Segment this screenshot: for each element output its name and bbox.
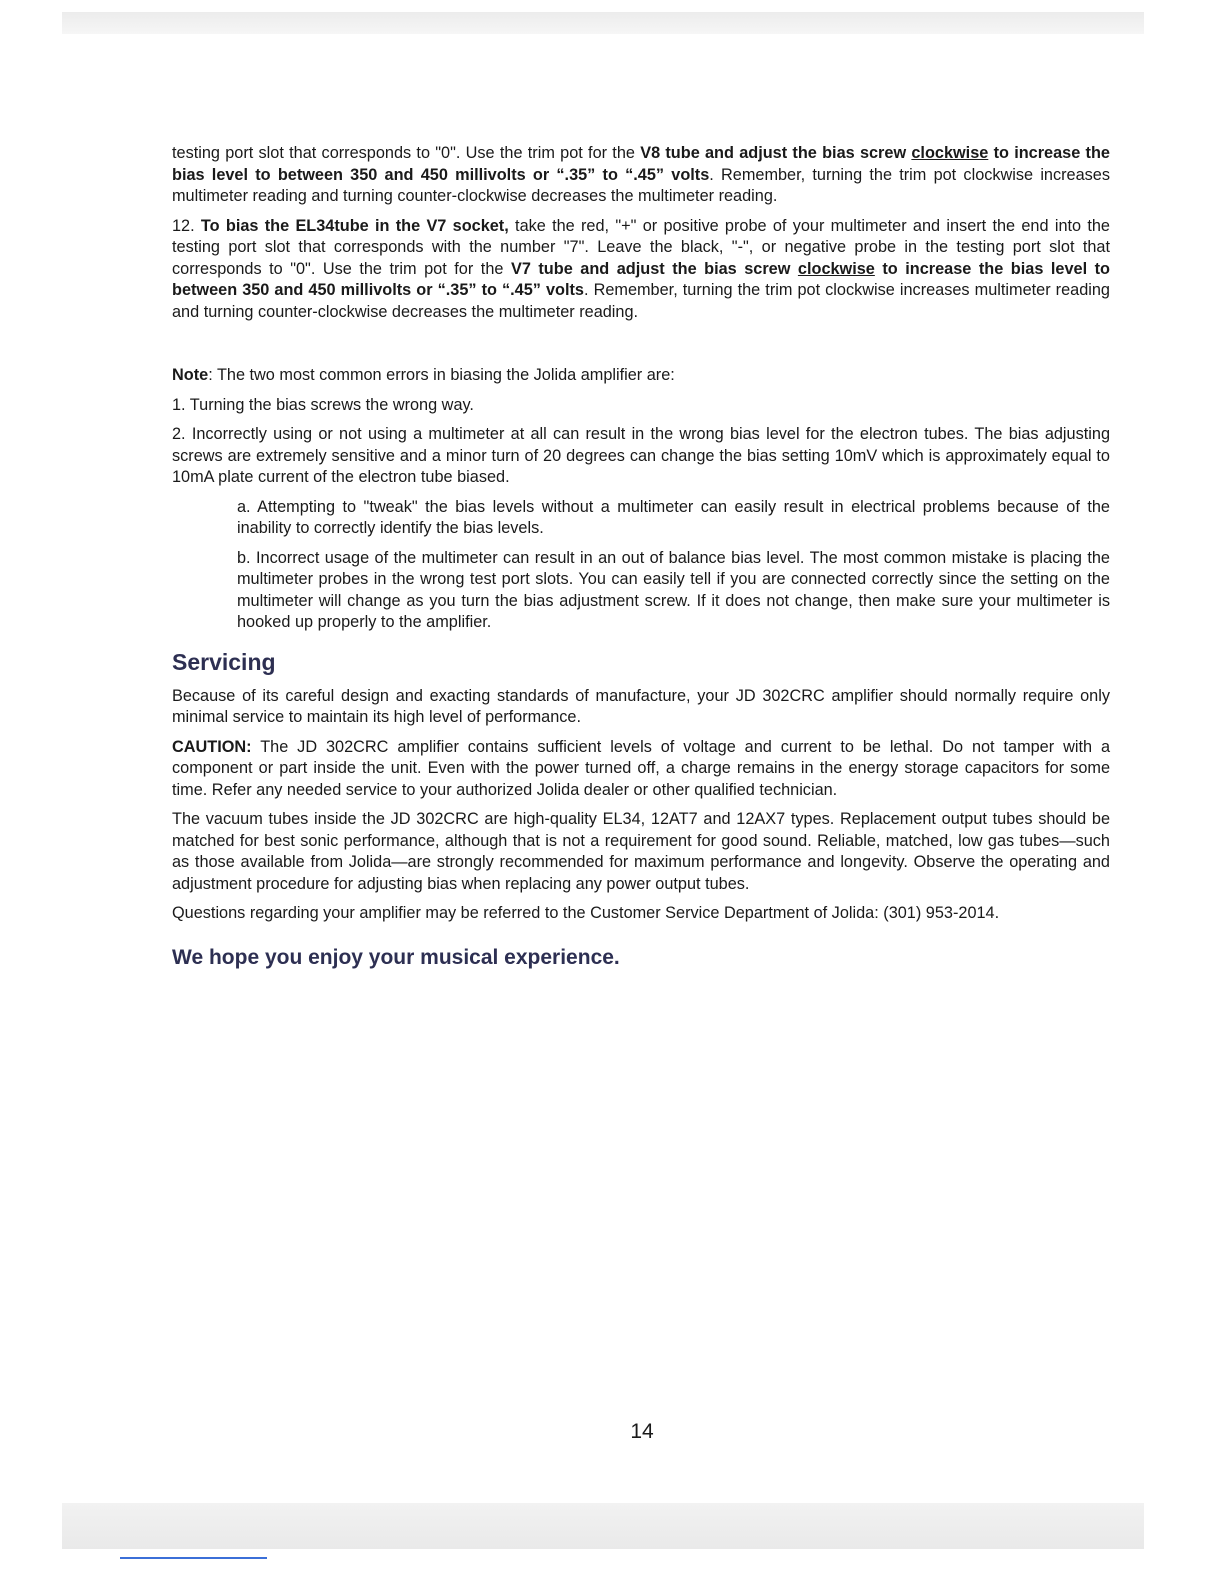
servicing-intro: Because of its careful design and exacting standards of manufacture, your JD 302CRC amplifier should normally require only minimal service to maintain its high level of performance. [172,686,1110,726]
note-sub-b: b. Incorrect usage of the multimeter can result in an out of balance bias level. The most common mistake is placing the multimeter probes in the wrong test port slots. You can easily tell if you are connected correctly since the setting on the multimeter will change as you turn the bias adjustment screw. If it does not change, then make sure your multimeter is hooked up properly to the amplifier. [237,548,1110,631]
servicing-heading: Servicing [172,648,276,675]
scan-band-bottom [62,1503,1144,1549]
closing-line: We hope you enjoy your musical experience. [172,945,620,969]
customer-service-paragraph: Questions regarding your amplifier may be referred to the Customer Service Department of Jolida: (301) 953-2014. [172,904,1000,922]
step-11-continuation: testing port slot that corresponds to "0". Use the trim pot for the V8 tube and adjust the bias screw clockwise to increase the bias level to between 350 and 450 millivolts or “.35” to “.45” volts. Remember, turning the trim pot clockwise increases multimeter reading and turning counter-clockwise decreases the multimeter reading. [172,144,1110,205]
vacuum-tubes-paragraph: The vacuum tubes inside the JD 302CRC are high-quality EL34, 12AT7 and 12AX7 types. Replacement output tubes should be matched for best sonic performance, although that is not a requirement for good sound. Reliable, matched, low gas tubes—such as those available from Jolida—are strongly recommended for maximum performance and longevity. Observe the operating and adjustment procedure for adjusting bias when replacing any power output tubes. [172,810,1110,893]
note-sub-a: a. Attempting to "tweak" the bias levels without a multimeter can easily result in electrical problems because of the inability to correctly identify the bias levels. [237,497,1110,537]
scan-artifact-line [120,1557,267,1559]
page-number: 14 [630,1420,654,1443]
step-12: 12. To bias the EL34tube in the V7 socket, take the red, "+" or positive probe of your multimeter and insert the end into the testing port slot that corresponds with the number "7". Leave the black, "-", or negative probe in the testing port slot that corresponds to "0". Use the trim pot for the V7 tube and adjust the bias screw clockwise to increase the bias level to between 350 and 450 millivolts or “.35” to “.45” volts. Remember, turning the trim pot clockwise increases multimeter reading and turning counter-clockwise decreases the multimeter reading. [172,216,1110,321]
document-body [172,143,1110,971]
scan-band-top [62,12,1144,34]
note-item-2: 2. Incorrectly using or not using a multimeter at all can result in the wrong bias level for the electron tubes. The bias adjusting screws are extremely sensitive and a minor turn of 20 degrees can change the bias setting 10mV which is approximately equal to 10mA plate current of the electron tube biased. [172,425,1110,486]
caution-paragraph: CAUTION: The JD 302CRC amplifier contains sufficient levels of voltage and current to be lethal. Do not tamper with a component or part inside the unit. Even with the power turned off, a charge remains in the energy storage capacitors for some time. Refer any needed service to your authorized Jolida dealer or other qualified technician. [172,737,1110,799]
note-intro: Note: The two most common errors in biasing the Jolida amplifier are: [172,366,675,384]
note-item-1: 1. Turning the bias screws the wrong way. [172,395,474,414]
